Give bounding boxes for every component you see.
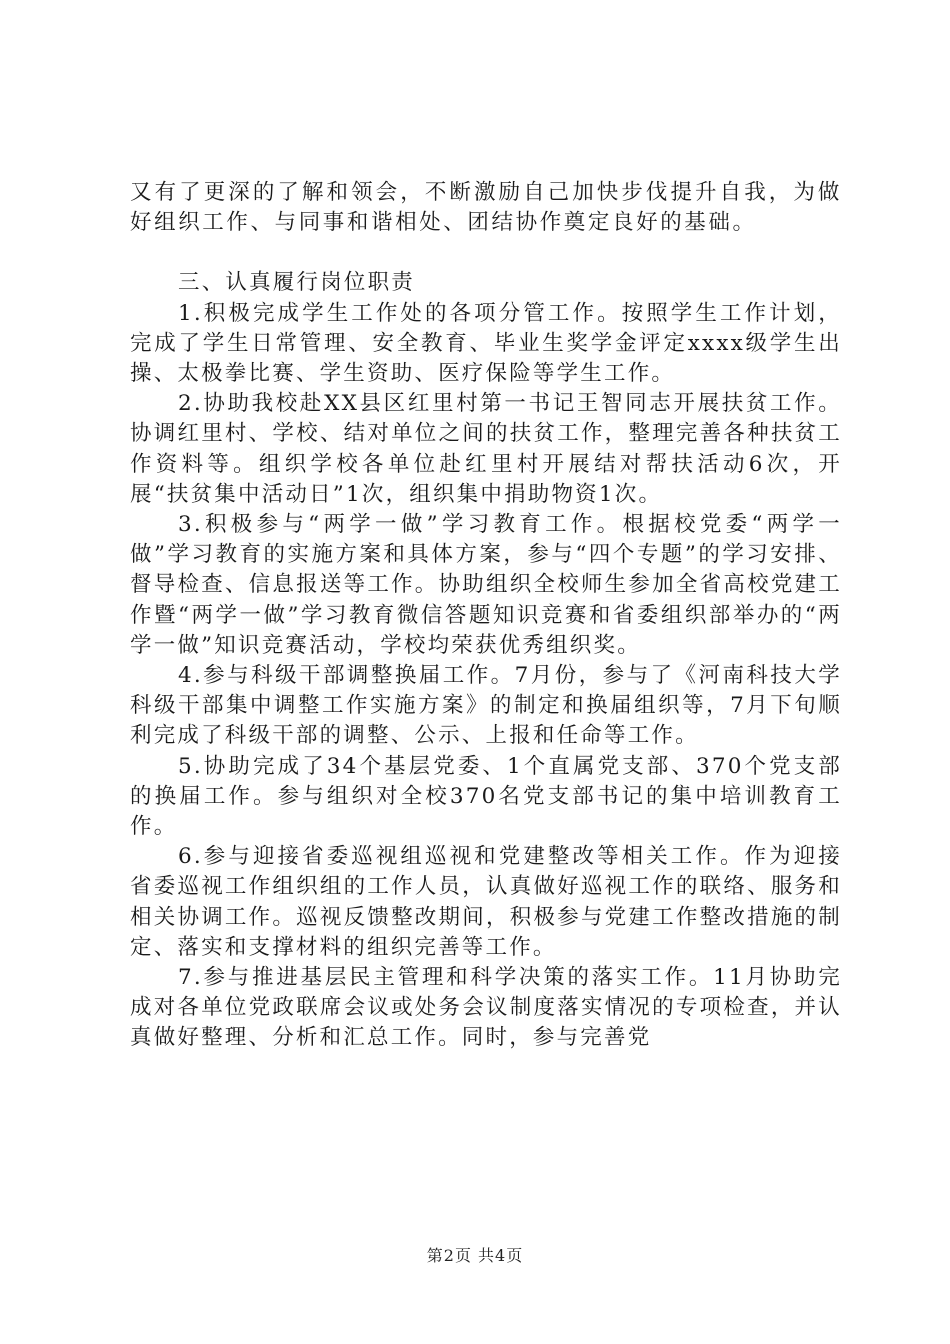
section-heading: 三、认真履行岗位职责 bbox=[178, 270, 416, 296]
paragraph-item-1: 1.积极完成学生工作处的各项分管工作。按照学生工作计划，完成了学生日常管理、安全教育、毕业生奖学金评定xxxx级学生出操、太极拳比赛、学生资助、医疗保险等学生工作。 bbox=[130, 300, 842, 387]
paragraph-item-7: 7.参与推进基层民主管理和科学决策的落实工作。11月协助完成对各单位党政联席会议或处务会议制度落实情况的专项检查，并认真做好整理、分析和汇总工作。同时，参与完善党 bbox=[130, 965, 842, 1051]
paragraph-item-2: 2.协助我校赴XX县区红里村第一书记王智同志开展扶贫工作。协调红里村、学校、结对单位之间的扶贫工作，整理完善各种扶贫工作资料等。组织学校各单位赴红里村开展结对帮扶活动6次，开展“扶贫集中活动日”1次，组织集中捐助物资1次。 bbox=[130, 391, 842, 507]
paragraph-continuation: 又有了更深的了解和领会，不断激励自己加快步伐提升自我，为做好组织工作、与同事和谐相处、团结协作奠定良好的基础。 bbox=[130, 180, 842, 236]
paragraph-item-5: 5.协助完成了34个基层党委、1个直属党支部、370个党支部的换届工作。参与组织对全校370名党支部书记的集中培训教育工作。 bbox=[130, 753, 842, 840]
paragraph-item-6: 6.参与迎接省委巡视组巡视和党建整改等相关工作。作为迎接省委巡视工作组织组的工作人员，认真做好巡视工作的联络、服务和相关协调工作。巡视反馈整改期间，积极参与党建工作整改措施的制定、落实和支撑材料的组织完善等工作。 bbox=[130, 844, 842, 960]
paragraph-item-3: 3.积极参与“两学一做”学习教育工作。根据校党委“两学一做”学习教育的实施方案和具体方案，参与“四个专题”的学习安排、督导检查、信息报送等工作。协助组织全校师生参加全省高校党建工作暨“两学一做”学习教育微信答题知识竞赛和省委组织部举办的“两学一做”知识竞赛活动，学校均荣获优秀组织奖。 bbox=[130, 512, 842, 658]
page-footer: 第2页 共4页 bbox=[426, 1246, 524, 1265]
document-body bbox=[130, 178, 842, 1054]
paragraph-item-4: 4.参与科级干部调整换届工作。7月份，参与了《河南科技大学科级干部集中调整工作实施方案》的制定和换届组织等，7月下旬顺利完成了科级干部的调整、公示、上报和任命等工作。 bbox=[130, 663, 842, 749]
